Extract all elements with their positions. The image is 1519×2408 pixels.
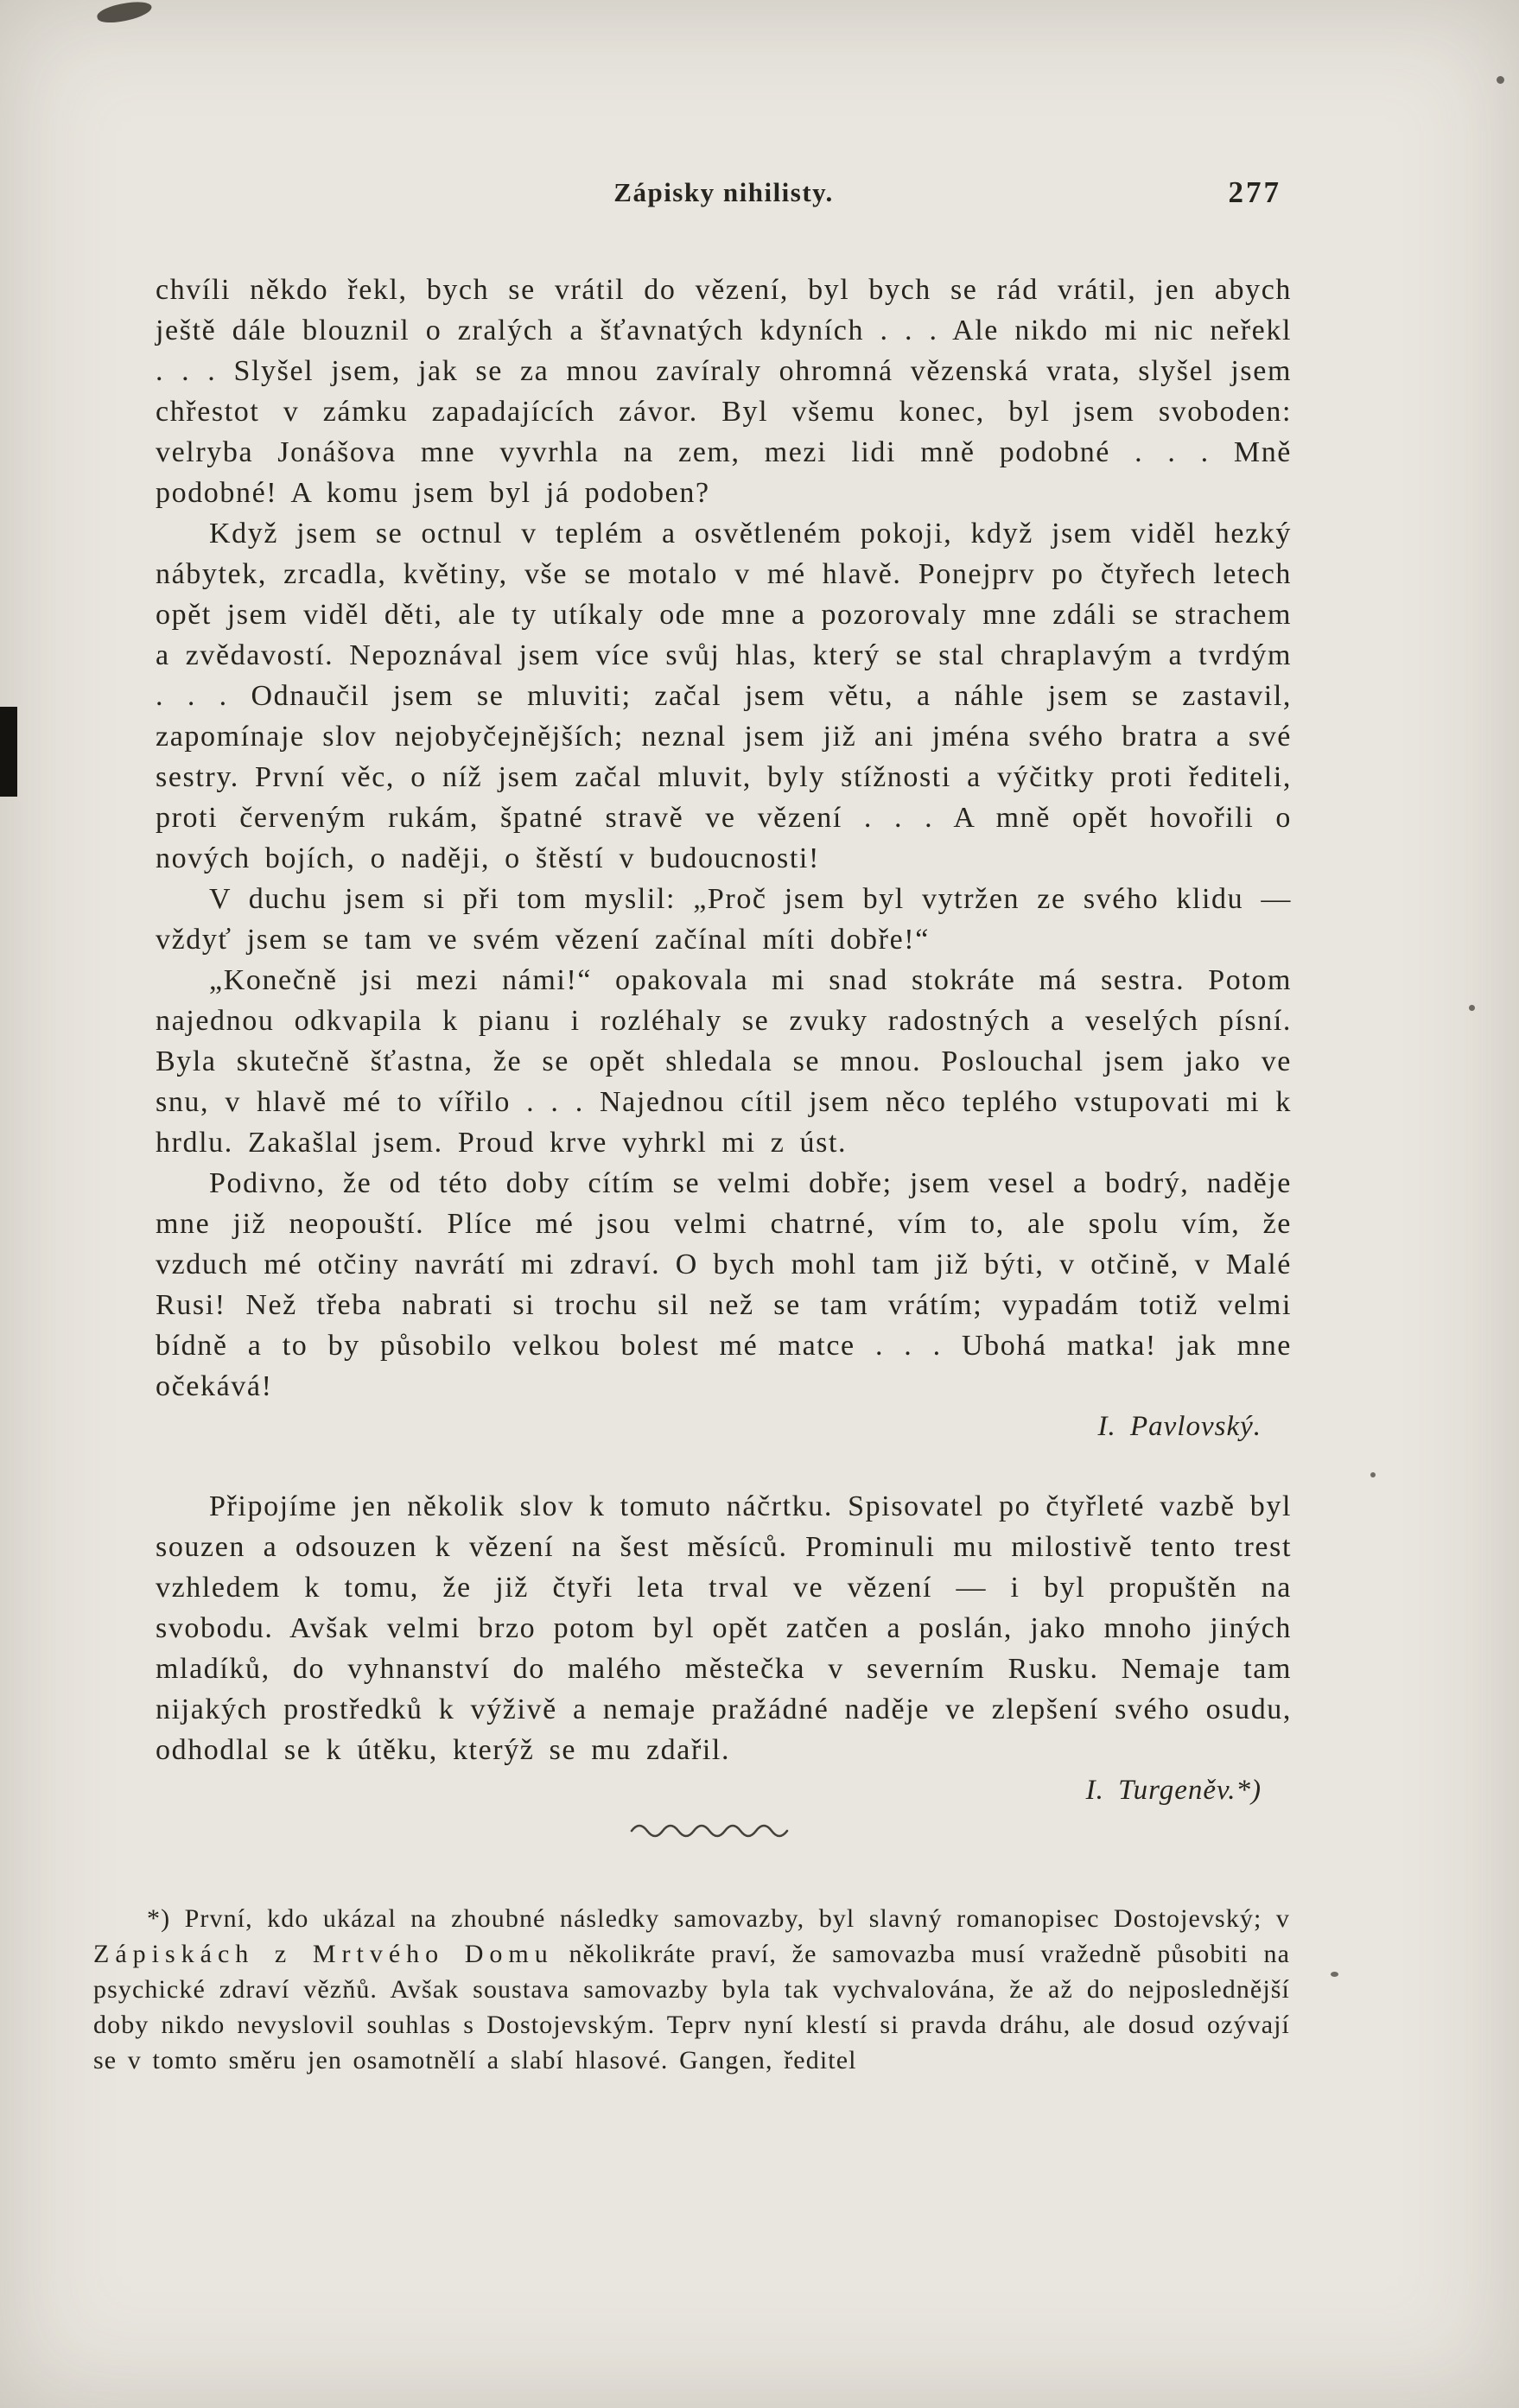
scan-smudge bbox=[96, 0, 154, 26]
scan-speck bbox=[1497, 76, 1504, 84]
text-column bbox=[93, 270, 1292, 2078]
footnote-spaced-title: Zápiskách z Mrtvého Domu bbox=[93, 1940, 554, 1968]
footnote-marker-text: *) První, kdo ukázal na zhoubné následky samovazby, byl slavný romanopisec Dostojevský; v bbox=[147, 1904, 1290, 1933]
divider bbox=[628, 1821, 1292, 1851]
scan-speck bbox=[1370, 1472, 1376, 1477]
paragraph-6: Připojíme jen několik slov k tomuto náčrtku. Spisovatel po čtyřleté vazbě byl souzen a odsouzen k vězení na šest měsíců. Prominuli mu milostivě tento trest vzhledem k tomu, že již čtyři leta trval ve vězení — i byl propuštěn na svobodu. Avšak velmi brzo potom byl opět zatčen a poslán, jako mnoho jiných mladíků, do vyhnanství do malého městečka v severním Rusku. Nemaje tam nijakých prostředků k výživě a nemaje pražádné naděje ve zlepšení svého osudu, odhodlal se k útěku, kterýž se mu zdařil. bbox=[156, 1490, 1292, 1766]
page-header bbox=[156, 177, 1292, 215]
signature-pavlovsky: I. Pavlovský. bbox=[1097, 1411, 1262, 1442]
signature-turgenev: I. Turgeněv.*) bbox=[1085, 1775, 1262, 1806]
page-number: 277 bbox=[1228, 175, 1281, 209]
paragraph-1: chvíli někdo řekl, bych se vrátil do vězení, byl bych se rád vrátil, jen abych ještě dále blouznil o zralých a šťavnatých kdyních . . . Ale nikdo mi nic neřekl . . . Slyšel jsem, jak se za mnou zavíraly ohromná vězenská vrata, slyšel jsem chřestot v zámku zapadajících závor. Byl všemu konec, byl jsem svoboden: velryba Jonášova mne vyvrhla na zem, mezi lidi mně podobné . . . Mně podobné! A komu jsem byl já podoben? bbox=[156, 274, 1292, 509]
footnote-continuation: několikráte praví, že samovazba musí vražedně působiti na psychické zdraví vězňů. Avšak soustava samovazby byla tak vychvalována, že až do nejposlednější doby nikdo nevyslovil souhlas s Dostojevským. Teprv nyní klestí si pravda dráhu, ale dosud ozývají se v tomto směru jen osamotnělí a slabí hlasové. Gangen, ředitel bbox=[93, 1940, 1290, 2074]
paragraph-5: Podivno, že od této doby cítím se velmi dobře; jsem vesel a bodrý, naděje mne již neopouští. Plíce mé jsou velmi chatrné, vím to, ale spolu vím, že vzduch mé otčiny navrátí mi zdraví. O bych mohl tam již býti, v otčině, v Malé Rusi! Než třeba nabrati si trochu sil než se tam vrátím; vypadám totiž velmi bídně a to by působilo velkou bolest mé matce . . . Ubohá matka! jak mne očekává! bbox=[156, 1167, 1292, 1402]
scan-artifact-bar bbox=[0, 707, 17, 797]
footnote bbox=[93, 1901, 1290, 2078]
scan-speck bbox=[1331, 1972, 1338, 1977]
paragraph-4: „Konečně jsi mezi námi!“ opakovala mi snad stokráte má sestra. Potom najednou odkvapila k pianu i rozléhaly se zvuky radostných a veselých písní. Byla skutečně šťastna, že se opět shledala se mnou. Poslouchal jsem jako ve snu, v hlavě mé to vířilo . . . Najednou cítil jsem něco teplého vstupovati mi k hrdlu. Zakašlal jsem. Proud krve vyhrkl mi z úst. bbox=[156, 964, 1292, 1159]
wavy-divider-icon bbox=[628, 1821, 792, 1839]
running-title: Zápisky nihilisty. bbox=[613, 177, 834, 207]
scan-speck bbox=[1469, 1005, 1475, 1011]
paragraph-2: Když jsem se octnul v teplém a osvětleném pokoji, když jsem viděl hezký nábytek, zrcadla, květiny, vše se motalo v mé hlavě. Ponejprv po čtyřech letech opět jsem viděl děti, ale ty utíkaly ode mne a pozorovaly mne zdáli se strachem a zvědavostí. Nepoznával jsem více svůj hlas, který se stal chraplavým a tvrdým . . . Odnaučil jsem se mluviti; začal jsem větu, a náhle jsem se zastavil, zapomínaje slov nejobyčejnějších; neznal jsem již ani jména svého bratra a své sestry. První věc, o níž jsem začal mluvit, byly stížnosti a výčitky proti řediteli, proti červeným rukám, špatné stravě ve vězení . . . A mně opět hovořili o nových bojích, o naději, o štěstí v budoucnosti! bbox=[156, 518, 1292, 874]
paragraph-3: V duchu jsem si při tom myslil: „Proč jsem byl vytržen ze svého klidu — vždyť jsem se tam ve svém vězení začínal míti dobře!“ bbox=[156, 883, 1292, 956]
